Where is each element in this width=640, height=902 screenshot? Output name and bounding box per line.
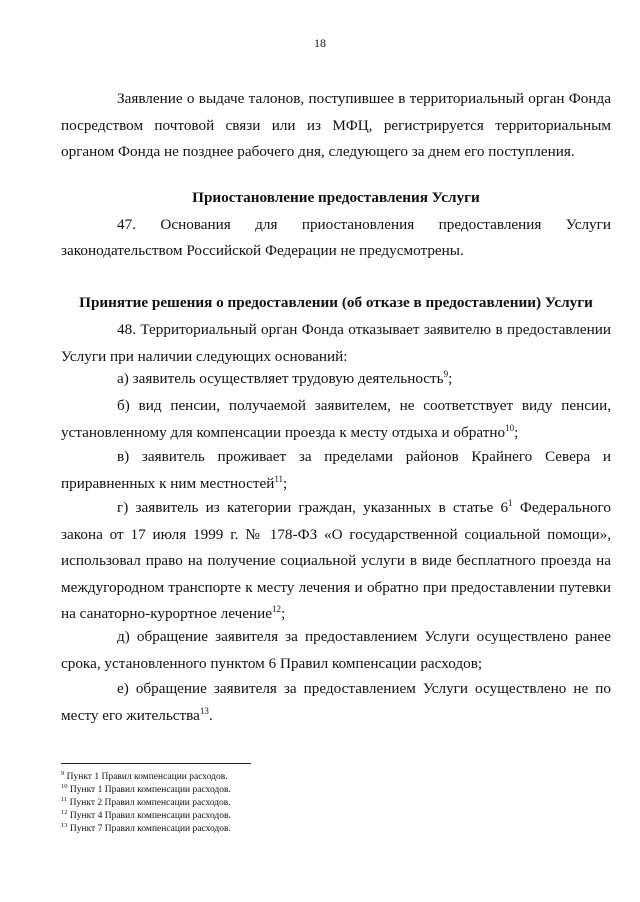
footnote-ref-11: 11 bbox=[274, 473, 284, 484]
item-e-text: е) обращение заявителя за предоставлением Услуги осуществлено не по месту его жительства bbox=[61, 680, 611, 724]
list-item-e: е) обращение заявителя за предоставлением Услуги осуществлено не по месту его жительства$^{13}$. bbox=[61, 680, 611, 724]
item-v-text: в) заявитель проживает за пределами районов Крайнего Севера и приравненных к ним местностей bbox=[61, 448, 611, 492]
item-a-text: а) заявитель осуществляет трудовую деятельность bbox=[117, 370, 444, 387]
list-item-v: в) заявитель проживает за пределами районов Крайнего Севера и приравненных к ним местностей$^{11}$; bbox=[61, 448, 611, 492]
footnote-ref-10: 10 bbox=[505, 422, 515, 433]
intro-paragraph: Заявление о выдаче талонов, поступившее в территориальный орган Фонда посредством почтовой связи или из МФЦ, регистрируется территориальным органом Фонда не позднее рабочего дня, следующего за днем его поступления. bbox=[61, 90, 611, 160]
section-heading-decision: Принятие решения о предоставлении (об отказе в предоставлении) Услуги bbox=[79, 294, 593, 311]
list-item-g: г) заявитель из категории граждан, указанных в статье $6^1$ Федерального закона от 17 июля 1999 г. № 178-ФЗ «О государственной социальной помощи», использовал право на получение социальной услуги в виде бесплатного проезда на междугородном транспорте к месту лечения и обратно при предоставлении путевки на санаторно-курортное лечение$^{12}$; bbox=[61, 498, 611, 622]
item-g-text-1: г) заявитель из категории граждан, указанных в статье 6 bbox=[117, 499, 509, 516]
footnote-13: $^{13}$ Пункт 7 Правил компенсации расходов. bbox=[61, 822, 231, 834]
footnote-ref-12: 12 bbox=[271, 604, 281, 614]
footnote-ref-13: 13 bbox=[199, 705, 209, 716]
list-item-b: б) вид пенсии, получаемой заявителем, не соответствует виду пенсии, установленному для компенсации проезда к месту отдыха и обратно$^{10}$; bbox=[61, 397, 611, 441]
section-heading-suspension: Приостановление предоставления Услуги bbox=[192, 189, 480, 206]
footnote-10: $^{10}$ Пункт 1 Правил компенсации расходов. bbox=[61, 783, 231, 795]
footnote-12: $^{12}$ Пункт 4 Правил компенсации расходов. bbox=[61, 809, 231, 821]
footnote-11: $^{11}$ Пункт 2 Правил компенсации расходов. bbox=[61, 796, 231, 808]
footnote-ref-9: 9 bbox=[443, 369, 449, 379]
footnote-divider bbox=[61, 763, 251, 764]
list-item-d: д) обращение заявителя за предоставлением Услуги осуществлено ранее срока, установленного пунктом 6 Правил компенсации расходов; bbox=[61, 628, 611, 672]
paragraph-47-line1: 47. Основания для приостановления предоставления Услуги bbox=[117, 216, 611, 233]
paragraph-47-line2: законодательством Российской Федерации не предусмотрены. bbox=[61, 242, 464, 259]
page-number: 18 bbox=[314, 36, 326, 50]
item-b-text: б) вид пенсии, получаемой заявителем, не соответствует виду пенсии, установленному для компенсации проезда к месту отдыха и обратно bbox=[61, 397, 611, 441]
paragraph-48: 48. Территориальный орган Фонда отказывает заявителю в предоставлении Услуги при наличии следующих оснований: bbox=[61, 321, 611, 365]
item-g-text-2: Федерального закона от 17 июля 1999 г. № 178-ФЗ «О государственной социальной помощи», использовал право на получение социальной услуги в виде бесплатного проезда на междугородном транспорте к месту лечения и обратно при предоставлении путевки на санаторно-курортное лечение bbox=[61, 499, 611, 622]
footnote-9: $^9$ Пункт 1 Правил компенсации расходов. bbox=[61, 770, 228, 782]
article-superscript: 1 bbox=[508, 498, 513, 508]
list-item-a: а) заявитель осуществляет трудовую деятельность$^9$; bbox=[117, 369, 453, 387]
